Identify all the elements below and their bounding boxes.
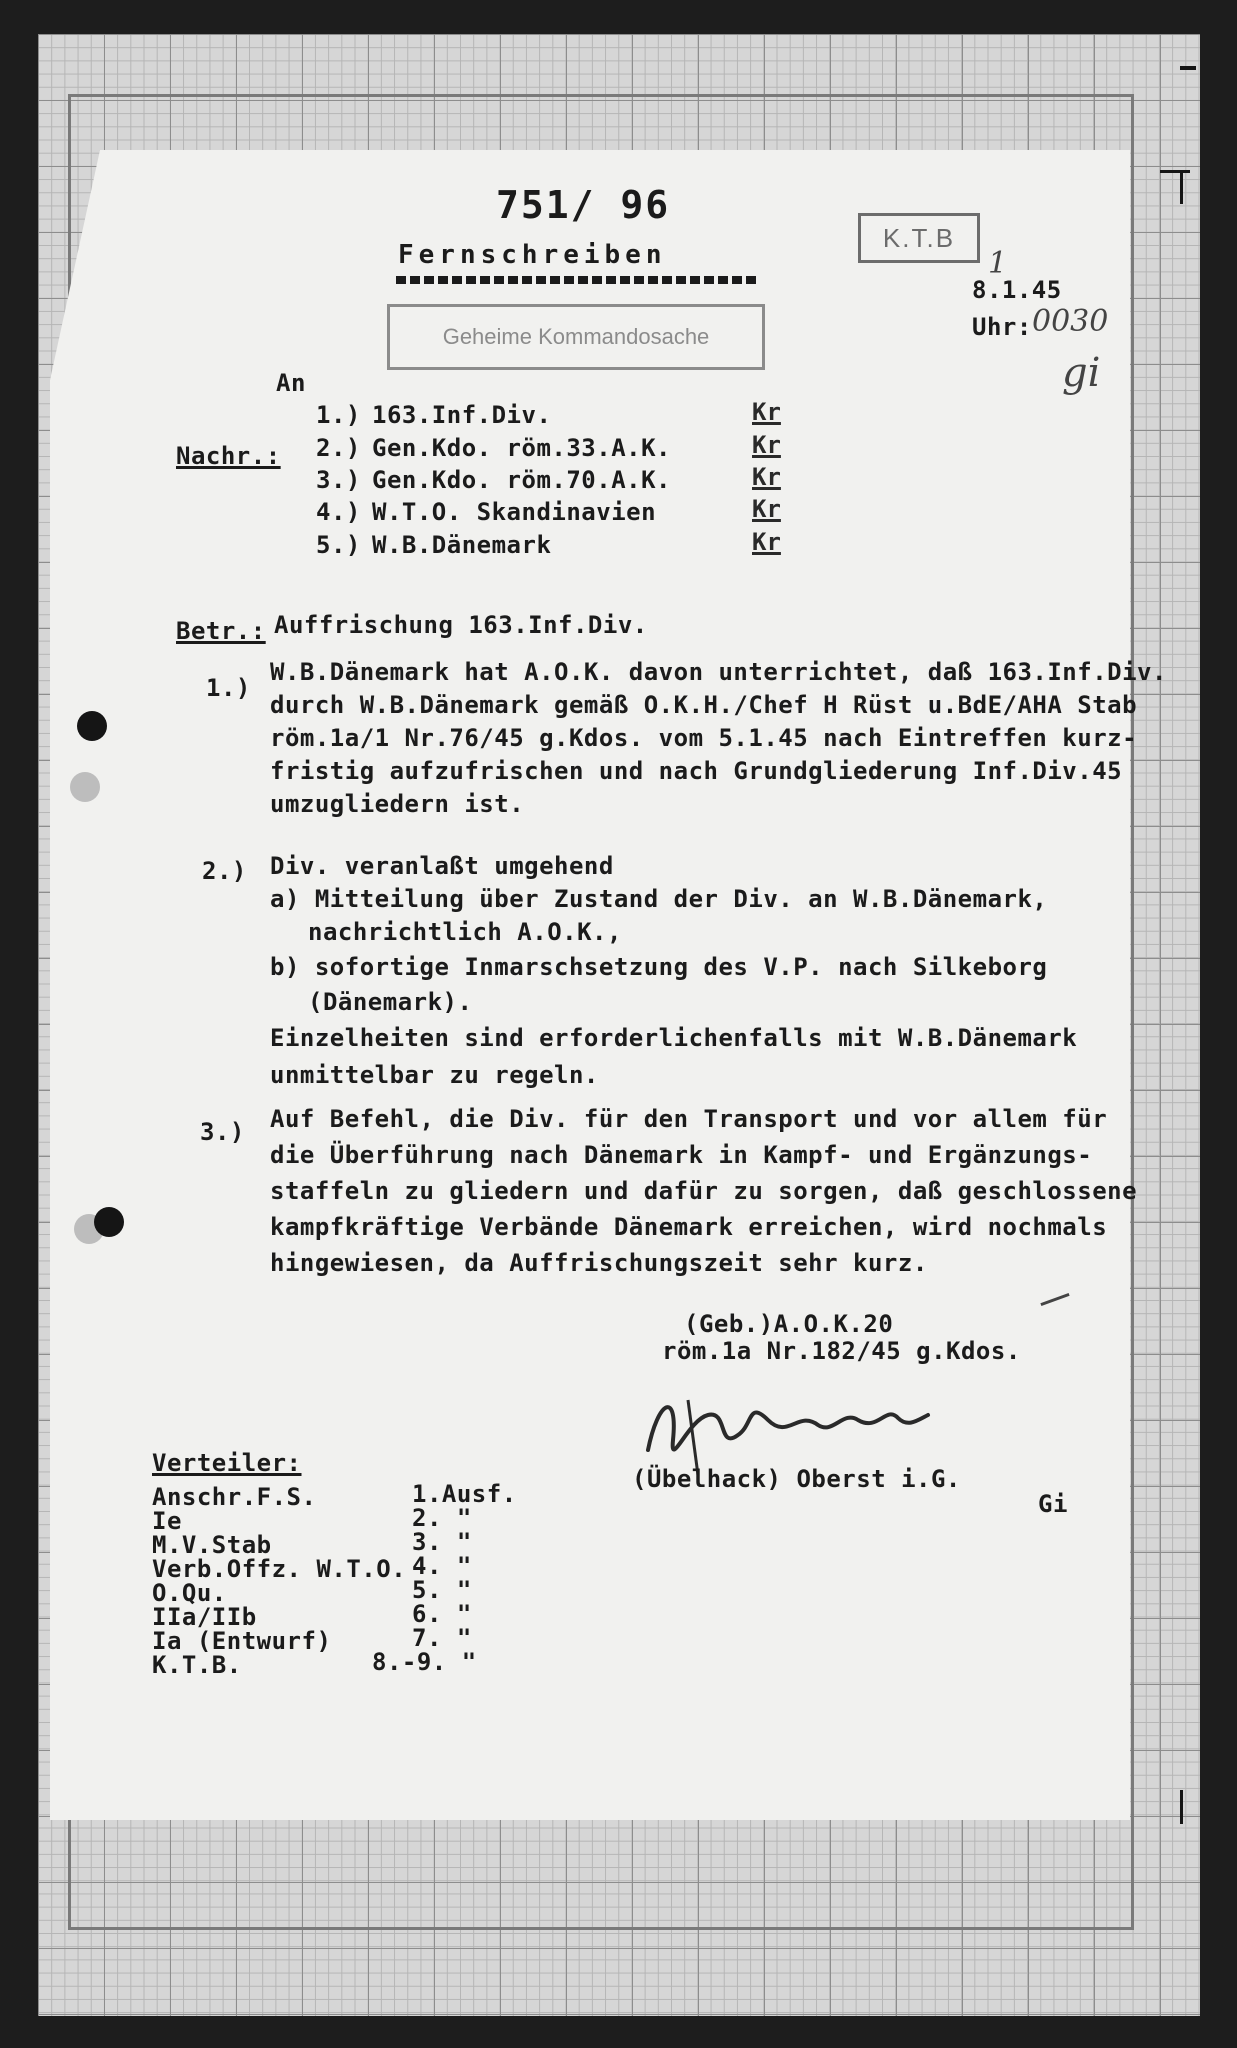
paragraph-line: hingewiesen, da Auffrischungszeit sehr kurz.	[270, 1249, 928, 1277]
punch-hole	[77, 711, 107, 741]
distribution-recipient: IIa/IIb	[152, 1603, 257, 1631]
recipient-number: 3.)	[316, 466, 361, 494]
kr-mark: Kr	[752, 463, 781, 491]
signature-initials: Gi	[1038, 1490, 1068, 1518]
distribution-copy: 3. "	[412, 1528, 472, 1556]
paragraph-line: die Überführung nach Dänemark in Kampf- und Ergänzungs-	[270, 1141, 1093, 1169]
paragraph-line: a) Mitteilung über Zustand der Div. an W.B.Dänemark,	[270, 885, 1048, 913]
distribution-recipient: K.T.B.	[152, 1651, 242, 1679]
paragraph-line: Div. veranlaßt umgehend	[270, 852, 614, 880]
distribution-copy: 5. "	[412, 1576, 472, 1604]
kr-mark: Kr	[752, 528, 781, 556]
recipient-name: W.T.O. Skandinavien	[372, 498, 657, 526]
paragraph-line: nachrichtlich A.O.K.,	[308, 918, 622, 946]
heading-underline	[396, 276, 756, 284]
handwritten-initials: gi	[1062, 350, 1101, 396]
distribution-copy: 8.-9. "	[372, 1648, 477, 1676]
document-heading: Fernschreiben	[398, 240, 667, 270]
page-mark: 1	[988, 246, 1008, 281]
subject-text: Auffrischung 163.Inf.Div.	[274, 611, 648, 639]
time-label: Uhr:	[972, 313, 1032, 341]
paragraph-line: (Dänemark).	[308, 988, 473, 1016]
kr-mark: Kr	[752, 398, 781, 426]
nachr-label: Nachr.:	[176, 442, 281, 470]
classification-stamp: Geheime Kommandosache	[387, 304, 765, 370]
kr-mark: Kr	[752, 431, 781, 459]
distribution-recipient: Verb.Offz. W.T.O.	[152, 1555, 407, 1583]
recipient-number: 4.)	[316, 498, 361, 526]
paragraph-line: röm.1a/1 Nr.76/45 g.Kdos. vom 5.1.45 nach Eintreffen kurz-	[270, 724, 1138, 752]
distribution-recipient: M.V.Stab	[152, 1531, 272, 1559]
paragraph-number: 1.)	[206, 674, 251, 702]
paragraph-line: fristig aufzufrischen und nach Grundgliederung Inf.Div.45	[270, 757, 1123, 785]
grid-corner-mark	[1180, 66, 1196, 70]
paragraph-line: durch W.B.Dänemark gemäß O.K.H./Chef H Rüst u.BdE/AHA Stab	[270, 691, 1138, 719]
paragraph-line: umzugliedern ist.	[270, 790, 525, 818]
punch-hole	[70, 772, 100, 802]
grid-corner-mark	[1160, 170, 1190, 173]
paragraph-line: b) sofortige Inmarschsetzung des V.P. nach Silkeborg	[270, 953, 1048, 981]
date-field: 8.1.45	[972, 276, 1062, 304]
distribution-recipient: O.Qu.	[152, 1579, 227, 1607]
signature-name: (Übelhack) Oberst i.G.	[632, 1465, 961, 1493]
paragraph-line: Auf Befehl, die Div. für den Transport und vor allem für	[270, 1105, 1108, 1133]
distribution-recipient: Ie	[152, 1507, 182, 1535]
recipient-number: 2.)	[316, 434, 361, 462]
grid-corner-mark	[1180, 170, 1183, 204]
paragraph-number: 3.)	[200, 1118, 245, 1146]
recipient-name: 163.Inf.Div.	[372, 401, 552, 429]
distribution-label: Verteiler:	[152, 1449, 302, 1477]
grid-corner-mark	[1180, 1790, 1183, 1824]
distribution-recipient: Ia (Entwurf)	[152, 1627, 332, 1655]
recipient-name: Gen.Kdo. röm.70.A.K.	[372, 466, 671, 494]
document-number: 751/ 96	[496, 183, 671, 227]
sender-line: (Geb.)A.O.K.20	[684, 1310, 894, 1338]
sender-line: röm.1a Nr.182/45 g.Kdos.	[662, 1337, 1021, 1365]
distribution-copy: 7. "	[412, 1624, 472, 1652]
paragraph-line: W.B.Dänemark hat A.O.K. davon unterrichtet, daß 163.Inf.Div.	[270, 658, 1167, 686]
paragraph-line: staffeln zu gliedern und dafür zu sorgen, daß geschlossene	[270, 1177, 1138, 1205]
punch-hole	[94, 1207, 124, 1237]
subject-label: Betr.:	[176, 617, 266, 645]
paragraph-line: Einzelheiten sind erforderlichenfalls mit W.B.Dänemark	[270, 1024, 1078, 1052]
distribution-copy: 4. "	[412, 1552, 472, 1580]
recipient-name: Gen.Kdo. röm.33.A.K.	[372, 434, 671, 462]
distribution-copy: 6. "	[412, 1600, 472, 1628]
paragraph-number: 2.)	[202, 857, 247, 885]
ktb-stamp: K.T.B	[858, 213, 980, 263]
recipient-number: 1.)	[316, 401, 361, 429]
distribution-copy: 1.Ausf.	[412, 1480, 517, 1508]
recipient-name: W.B.Dänemark	[372, 531, 552, 559]
to-label: An	[276, 369, 306, 397]
distribution-recipient: Anschr.F.S.	[152, 1483, 317, 1511]
paragraph-line: unmittelbar zu regeln.	[270, 1061, 599, 1089]
paragraph-line: kampfkräftige Verbände Dänemark erreichen, wird nochmals	[270, 1213, 1108, 1241]
time-value: 0030	[1032, 304, 1109, 339]
distribution-copy: 2. "	[412, 1504, 472, 1532]
kr-mark: Kr	[752, 495, 781, 523]
recipient-number: 5.)	[316, 531, 361, 559]
